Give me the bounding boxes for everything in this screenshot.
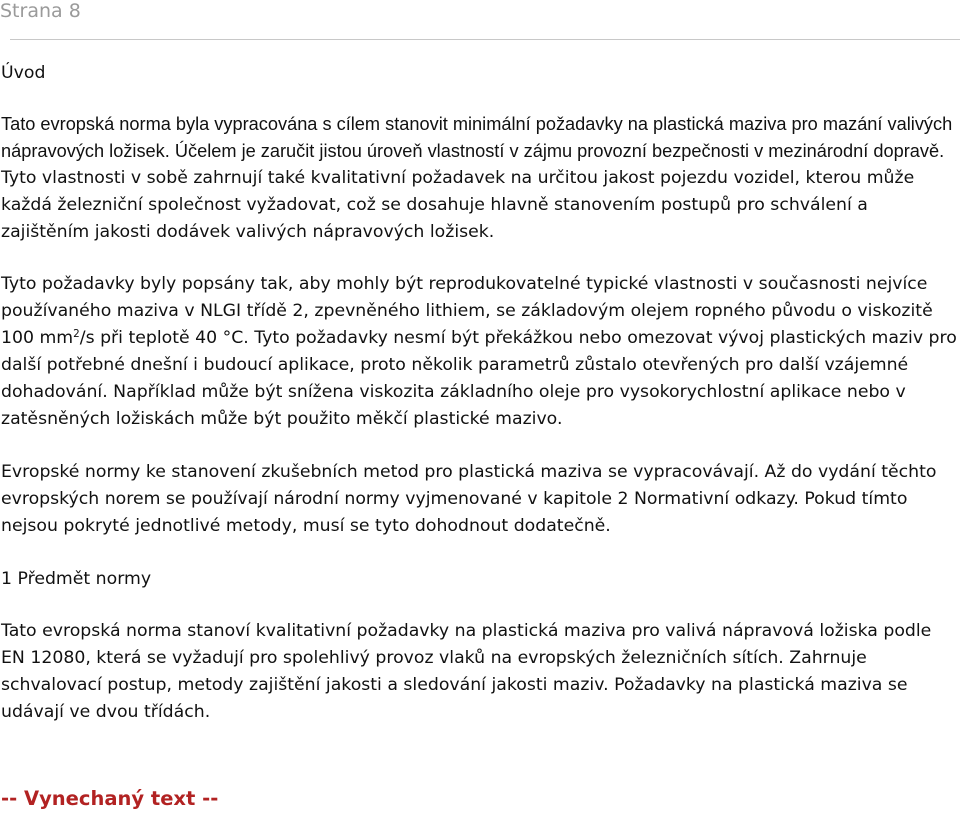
paragraph-test-methods: Evropské normy ke stanovení zkušebních metod pro plastická maziva se vypracovávají. Až do vydání těchto evropských norem se používají národní normy vyjmenované v kapitole 2 Normativní odkazy. Pokud tímto nejsou pokryté jednotlivé metody, musí se tyto dohodnout dodatečně. xyxy=(1,462,937,536)
paragraph-purpose-part2 xyxy=(1,165,959,246)
intro-heading: Úvod xyxy=(1,63,46,83)
section-1-heading: 1 Předmět normy xyxy=(1,569,152,589)
paragraph-purpose-part2-text: Tyto vlastnosti v sobě zahrnují také kvalitativní požadavek na určitou jakost pojezdu vozidel, kterou může každá železniční společnost vyžadovat, což se dosahuje hlavně stanovením postupů pro schválení a zajištěním jakosti dodávek valivých nápravových ložisek. xyxy=(1,168,915,242)
page-divider xyxy=(10,39,960,40)
superscript-2: 2 xyxy=(73,328,80,340)
paragraph-requirements-after: /s při teplotě 40 °C. Tyto požadavky nesmí být překážkou nebo omezovat vývoj plastických maziv pro další potřebné dnešní i budoucí aplikace, proto několik parametrů zůstalo otevřených pro další vzájemné dohadování. Například může být snížena viskozita základního oleje pro vysokorychlostní aplikace nebo v zatěsněných ložiskách může být použito měkčí plastické mazivo. xyxy=(1,328,957,429)
paragraph-requirements-before: Tyto požadavky byly popsány tak, aby mohly být reprodukovatelné typické vlastnosti v současnosti nejvíce používaného maziva v NLGI třídě 2, zpevněného lithiem, se základovým olejem ropného původu o viskozitě 100 mm xyxy=(1,274,933,348)
paragraph-purpose-part1: Tato evropská norma byla vypracována s cílem stanovit minimální požadavky na plastická maziva pro mazání valivých nápravových ložisek. Účelem je zaručit jistou úroveň vlastností v zájmu provozní bezpečnosti v mezinárodní dopravě. xyxy=(1,114,953,161)
omitted-text-notice: -- Vynechaný text -- xyxy=(1,787,219,810)
paragraph-scope: Tato evropská norma stanoví kvalitativní požadavky na plastická maziva pro valivá nápravová ložiska podle EN 12080, která se vyžadují pro spolehlivý provoz vlaků na evropských železničních sítích. Zahrnuje schvalovací postup, metody zajištění jakosti a sledování jakosti maziv. Požadavky na plastická maziva se udávají ve dvou třídách. xyxy=(1,621,932,722)
paragraph-requirements xyxy=(1,271,959,433)
page-label: Strana 8 xyxy=(0,0,81,22)
